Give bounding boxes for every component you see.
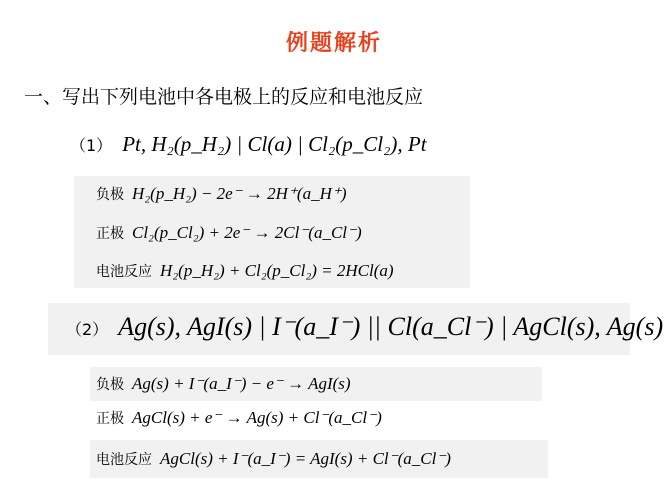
problem-heading: 一、写出下列电池中各电极上的反应和电池反应 (24, 86, 424, 108)
cathode-equation: Cl₂(p_Cl₂) + 2e⁻ → 2Cl⁻(a_Cl⁻) (132, 223, 362, 242)
problem-1-cell (70, 132, 427, 157)
problem-2-anode-row (96, 374, 351, 394)
problem-2-cell-reaction-row (96, 449, 451, 469)
problem-1-cathode-row (96, 223, 362, 243)
cell-reaction-equation: H₂(p_H₂) + Cl₂(p_Cl₂) = 2HCl(a) (160, 261, 394, 280)
cell-reaction-equation: AgCl(s) + I⁻(a_I⁻) = AgI(s) + Cl⁻(a_Cl⁻) (160, 449, 451, 468)
problem-2-cathode-row (96, 408, 382, 428)
problem-1-label: （1） (70, 136, 113, 155)
problem-2-cell (66, 312, 663, 342)
anode-label: 负极 (96, 377, 124, 393)
problem-2-cell-notation: Ag(s), AgI(s) | I⁻(a_I⁻) || Cl(a_Cl⁻) | AgCl(s), Ag(s) (118, 312, 664, 341)
problem-1-cell-notation: Pt, H₂(p_H₂) | Cl(a) | Cl₂(p_Cl₂), Pt (122, 132, 427, 156)
cathode-label: 正极 (96, 226, 124, 242)
problem-1-anode-row (96, 184, 347, 204)
cell-reaction-label: 电池反应 (96, 264, 152, 280)
cathode-equation: AgCl(s) + e⁻ → Ag(s) + Cl⁻(a_Cl⁻) (132, 408, 382, 427)
anode-equation: H₂(p_H₂) − 2e⁻ → 2H⁺(a_H⁺) (132, 184, 347, 203)
anode-equation: Ag(s) + I⁻(a_I⁻) − e⁻ → AgI(s) (132, 374, 351, 393)
problem-1-cell-reaction-row (96, 261, 394, 281)
cell-reaction-label: 电池反应 (96, 452, 152, 468)
anode-label: 负极 (96, 187, 124, 203)
slide-title: 例题解析 (285, 31, 382, 56)
problem-2-label: （2） (66, 320, 109, 339)
cathode-label: 正极 (96, 411, 124, 427)
